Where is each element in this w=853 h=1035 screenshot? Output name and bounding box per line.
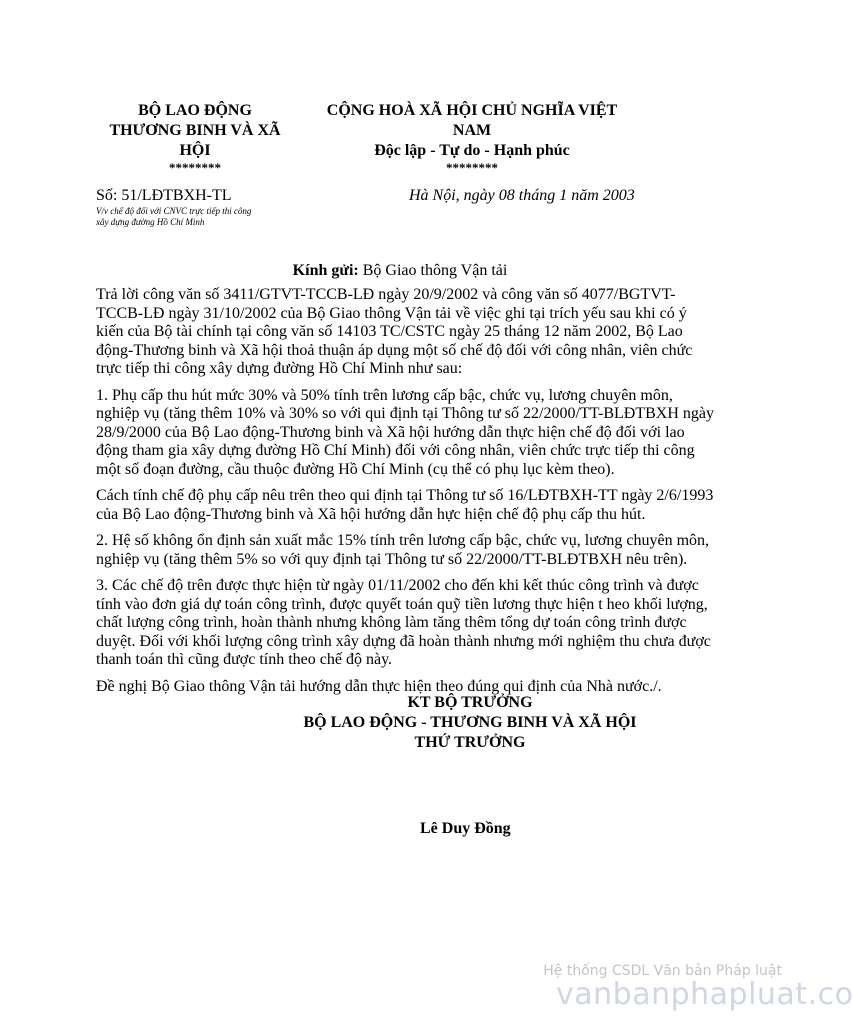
national-motto — [318, 101, 626, 175]
document-summary — [96, 206, 296, 228]
agency-line-3: HỘI — [179, 142, 211, 159]
motto-line-3: Độc lập - Tự do - Hạnh phúc — [374, 142, 570, 159]
issuing-agency — [96, 101, 294, 175]
signer-name: Lê Duy Đồng — [420, 820, 511, 837]
agency-line-2: THƯƠNG BINH VÀ XÃ — [109, 122, 281, 139]
watermark-site: vanbanphapluat.co — [556, 977, 853, 1012]
agency-stars: ******** — [169, 160, 221, 175]
document-date: Hà Nội, ngày 08 tháng 1 năm 2003 — [409, 187, 635, 204]
paragraph-calculation: Cách tính chế độ phụ cấp nêu trên theo qui định tại Thông tư số 16/LĐTBXH-TT ngày 2/6/1993 của Bộ Lao động-Thương binh và Xã hội hướng dẫn hực hiện chế độ phụ cấp thu hút. — [96, 487, 714, 523]
signature-block — [300, 693, 640, 753]
paragraph-intro: Trả lời công văn số 3411/GTVT-TCCB-LĐ ngày 20/9/2002 và công văn số 4077/BGTVT-TCCB-LĐ ngày 31/10/2002 của Bộ Giao thông Vận tải về việc ghi tại trích yếu sau khi có ý kiến của Bộ tài chính tại công văn số 14103 TC/CSTC ngày 25 tháng 12 năm 2002, Bộ Lao động-Thương binh và Xã hội thoả thuận áp dụng một số chế độ đối với công nhân, viên chức trực tiếp thi công xây dựng đường Hồ Chí Minh như sau: — [96, 286, 693, 377]
paragraph-request: Đề nghị Bộ Giao thông Vận tải hướng dẫn thực hiện theo đúng qui định của Nhà nước./. — [96, 677, 662, 695]
recipient-label: Kính gửi: — [292, 262, 359, 279]
paragraph-item-3: 3. Các chế độ trên được thực hiện từ ngày 01/11/2002 cho đến khi kết thúc công trình và được tính vào đơn giá dự toán công trình, được quyết toán quỹ tiền lương thực hiện t heo khối lượng, chất lượng công trình, hoàn thành nhưng không làm tăng thêm tổng dự toán công trình được duyệt. Đối với khối lượng công trình xây dựng đã hoàn thành nhưng mới nghiệm thu chưa được thanh toán thì cũng được tính theo chế độ này. — [96, 577, 711, 668]
recipient — [0, 262, 800, 280]
signature-line-1: KT BỘ TRƯỞNG — [407, 694, 533, 711]
recipient-name: Bộ Giao thông Vận tải — [358, 262, 508, 279]
motto-line-2: NAM — [452, 122, 492, 139]
signature-line-3: THỨ TRƯỞNG — [414, 734, 526, 751]
watermark-caption: Hệ thống CSDL Văn bản Pháp luật — [543, 963, 782, 979]
paragraph-item-2: 2. Hệ số không ổn định sản xuất mắc 15% tính trên lương cấp bậc, chức vụ, lương chuyên môn, nghiệp vụ (tăng thêm 5% so với quy định tại Thông tư số 22/2000/TT-BLĐTBXH nêu trên). — [96, 532, 710, 568]
motto-stars: ******** — [446, 160, 498, 175]
summary-line-2: xây dựng đường Hồ Chí Minh — [96, 217, 205, 227]
motto-line-1: CỘNG HOÀ XÃ HỘI CHỦ NGHĨA VIỆT — [326, 102, 618, 119]
paragraph-item-1: 1. Phụ cấp thu hút mức 30% và 50% tính trên lương cấp bậc, chức vụ, lương chuyên môn, nghiệp vụ (tăng thêm 10% và 30% so với qui định tại Thông tư số 22/2000/TT-BLĐTBXH ngày 28/9/2000 của Bộ Lao động-Thương binh và Xã hội hướng dẫn thực hiện chế độ đối với lao động tham gia xây dựng đường Hồ Chí Minh) đối với công nhân, viên chức trực tiếp thi công một số đoạn đường, cầu thuộc đường Hồ Chí Minh (cụ thể có phụ lục kèm theo). — [96, 386, 714, 478]
document-number: Số: 51/LĐTBXH-TL — [96, 187, 232, 204]
agency-line-1: BỘ LAO ĐỘNG — [138, 102, 252, 119]
document-body — [96, 286, 716, 704]
summary-line-1: V/v chế độ đối với CNVC trực tiếp thi công — [96, 206, 252, 216]
signature-line-2: BỘ LAO ĐỘNG - THƯƠNG BINH VÀ XÃ HỘI — [303, 714, 637, 731]
